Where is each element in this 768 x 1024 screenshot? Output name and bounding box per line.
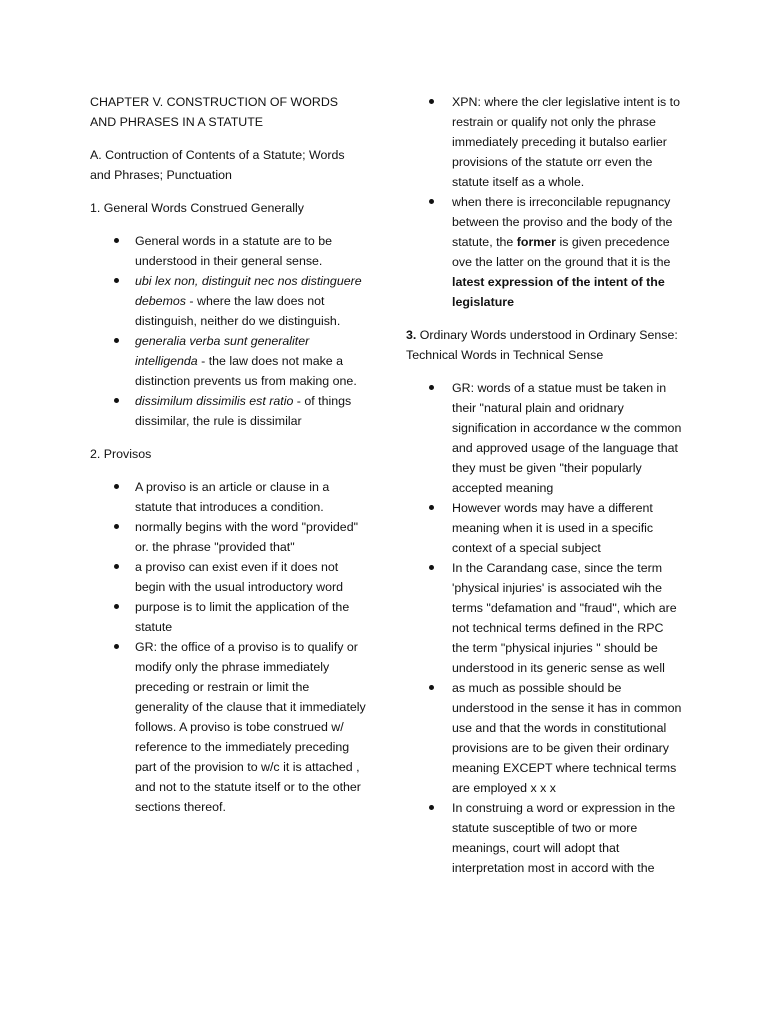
provisos-continued-list xyxy=(406,92,682,312)
section-2-list xyxy=(90,477,366,817)
list-item-text: a proviso can exist even if it does not begin with the usual introductory word xyxy=(135,560,344,594)
list-item-text: GR: the office of a proviso is to qualify or modify only the phrase immediately preceding or restrain or limit the generality of the clause that it immediately follows. A proviso is tobe construed w/ reference to the immediately preceding part of the provision to w/c it is attached , and not to the statute itself or to the other sections thereof. xyxy=(135,640,366,814)
chapter-title: CHAPTER V. CONSTRUCTION OF WORDS AND PHRASES IN A STATUTE xyxy=(90,95,339,129)
list-item xyxy=(406,798,682,878)
bullet-icon xyxy=(114,564,119,569)
list-item-text: In construing a word or expression in the statute susceptible of two or more meanings, court will adopt that interpretation most in accord with the xyxy=(452,801,676,875)
list-item xyxy=(90,477,366,517)
list-item-text: purpose is to limit the application of the statute xyxy=(135,600,350,634)
emphasis-latest-expression: latest expression of the intent of the legislature xyxy=(452,275,665,309)
list-item-text: In the Carandang case, since the term 'physical injuries' is associated wih the terms "defamation and "fraud", which are not technical terms defined in the RPC the term "physical injuries " should be understood in its generic sense as well xyxy=(452,561,677,675)
section-3-number: 3. xyxy=(406,328,417,342)
list-item xyxy=(90,557,366,597)
bullet-icon xyxy=(114,338,119,343)
list-item xyxy=(406,498,682,558)
left-column xyxy=(90,92,366,830)
bullet-icon xyxy=(429,805,434,810)
list-item-text: A proviso is an article or clause in a statute that introduces a condition. xyxy=(135,480,330,514)
list-item xyxy=(406,92,682,192)
list-item-text: XPN: where the cler legislative intent is to restrain or qualify not only the phrase immediately preceding it butalso earlier provisions of the statute orr even the statute itself as a whole. xyxy=(452,95,680,189)
bullet-icon xyxy=(114,604,119,609)
list-item xyxy=(406,192,682,312)
section-a-heading: A. Contruction of Contents of a Statute; Words and Phrases; Punctuation xyxy=(90,148,345,182)
emphasis-former: former xyxy=(516,235,556,249)
list-item xyxy=(90,271,366,331)
list-item xyxy=(90,517,366,557)
right-column xyxy=(406,92,682,891)
list-item xyxy=(90,231,366,271)
list-item xyxy=(90,637,366,817)
section-1-heading: 1. General Words Construed Generally xyxy=(90,201,304,215)
bullet-icon xyxy=(114,484,119,489)
list-item xyxy=(90,597,366,637)
latin-maxim: ubi lex non, distinguit nec nos distinguere debemos xyxy=(135,274,362,308)
bullet-icon xyxy=(114,644,119,649)
section-3-heading xyxy=(406,325,682,365)
bullet-icon xyxy=(114,238,119,243)
bullet-icon xyxy=(429,505,434,510)
list-item-text: - of things dissimilar, the rule is dissimilar xyxy=(135,394,352,428)
bullet-icon xyxy=(429,199,434,204)
bullet-icon xyxy=(429,565,434,570)
section-3-title: Ordinary Words understood in Ordinary Sense: Technical Words in Technical Sense xyxy=(406,328,678,362)
list-item xyxy=(90,331,366,391)
bullet-icon xyxy=(114,524,119,529)
bullet-icon xyxy=(114,398,119,403)
list-item xyxy=(406,558,682,678)
list-item-text: normally begins with the word "provided" or. the phrase "provided that" xyxy=(135,520,358,554)
latin-maxim: generalia verba sunt generaliter intelligenda xyxy=(135,334,310,368)
list-item-text: as much as possible should be understood in the sense it has in common use and that the words in constitutional provisions are to be given their ordinary meaning EXCEPT where technical terms are employed x x x xyxy=(452,681,682,795)
bullet-icon xyxy=(429,685,434,690)
list-item xyxy=(90,391,366,431)
bullet-icon xyxy=(429,99,434,104)
list-item xyxy=(406,378,682,498)
list-item-text: GR: words of a statue must be taken in their "natural plain and oridnary signification in accordance w the common and approved usage of the language that they must be given "their popularly accepted meaning xyxy=(452,381,682,495)
section-3-list xyxy=(406,378,682,878)
bullet-icon xyxy=(114,278,119,283)
bullet-icon xyxy=(429,385,434,390)
list-item-text: General words in a statute are to be understood in their general sense. xyxy=(135,234,332,268)
section-1-list xyxy=(90,231,366,431)
list-item xyxy=(406,678,682,798)
list-item-text: when there is irreconcilable repugnancy between the proviso and the body of the statute, the xyxy=(452,195,673,249)
list-item-text: - the law does not make a distinction prevents us from making one. xyxy=(135,354,357,388)
list-item-text: is given precedence ove the latter on the ground that it is the xyxy=(452,235,671,269)
section-2-heading: 2. Provisos xyxy=(90,447,152,461)
list-item-text: However words may have a different meaning when it is used in a specific context of a special subject xyxy=(452,501,654,555)
latin-maxim: dissimilum dissimilis est ratio xyxy=(135,394,294,408)
list-item-text: - where the law does not distinguish, neither do we distinguish. xyxy=(135,294,341,328)
